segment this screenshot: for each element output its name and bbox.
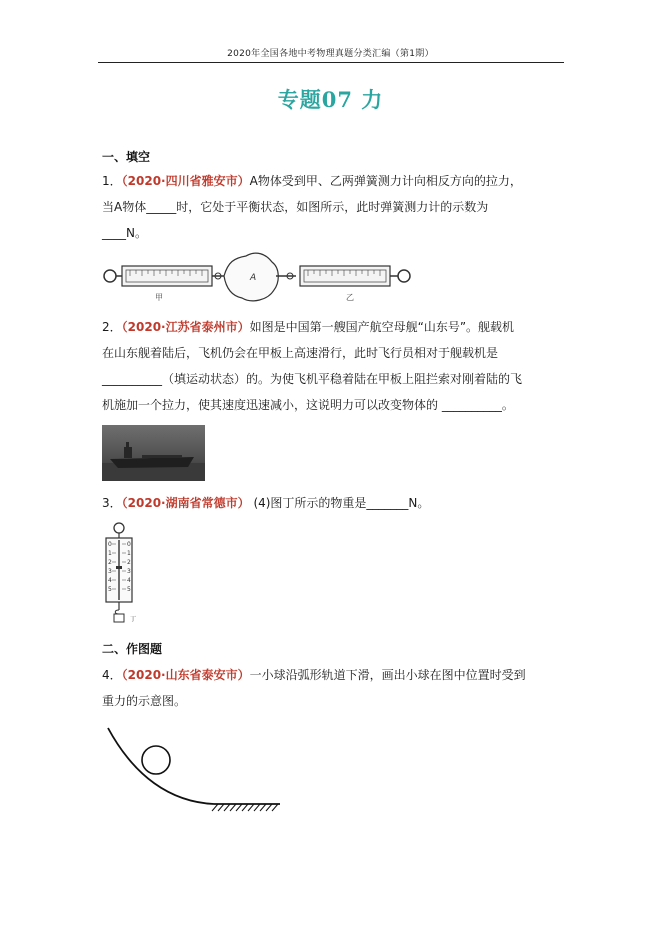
question-text-line: 如图是中国第一艘国产航空母舰“山东号”。舰载机 <box>249 320 515 334</box>
question-text-line: (4)图丁所示的物重是_______N。 <box>253 496 430 510</box>
scale-numeral-right: 2 <box>127 559 131 566</box>
question-source: （2020·山东省泰安市） <box>121 668 250 682</box>
scale-numeral-right: 3 <box>127 568 131 575</box>
curved-track-figure <box>100 722 290 812</box>
scale-numeral-left: 3 <box>108 568 112 575</box>
spring-scale-figure <box>100 248 420 310</box>
vertical-spring-scale-figure <box>100 522 150 624</box>
question-text-line: 当A物体_____时，它处于平衡状态，如图所示，此时弹簧测力计的示数为 <box>102 200 489 214</box>
question-text-line: __________（填运动状态）的。为使飞机平稳着陆在甲板上阻拦索对刚着陆的飞 <box>102 372 523 386</box>
question-number: 2． <box>102 320 122 334</box>
aircraft-carrier-photo <box>102 425 205 481</box>
header-divider <box>98 62 564 63</box>
question-source: （2020·湖南省常德市） <box>121 496 250 510</box>
scale-numeral-right: 4 <box>127 577 131 584</box>
scale-numeral-right: 1 <box>127 550 131 557</box>
question-source: （2020·江苏省泰州市） <box>121 320 250 334</box>
question-text-line: 重力的示意图。 <box>102 694 187 708</box>
scale-label-right: 乙 <box>346 293 354 302</box>
scale-numeral-left: 1 <box>108 550 112 557</box>
ball <box>142 746 170 774</box>
question-text-line: 一小球沿弧形轨道下滑，画出小球在图中位置时受到 <box>249 668 526 682</box>
question-text-line: A物体受到甲、乙两弹簧测力计向相反方向的拉力， <box>249 174 522 188</box>
question-2 <box>102 314 564 418</box>
scale-label-left: 甲 <box>155 293 163 302</box>
section-heading-fill-in: 一、填空 <box>102 150 151 164</box>
question-text-line: ____N。 <box>102 226 147 240</box>
question-text-line: 机施加一个拉力，使其速度迅速减小，这说明力可以改变物体的 __________。 <box>102 398 514 412</box>
scale-numeral-left: 4 <box>108 577 112 584</box>
scale-numeral-left: 2 <box>108 559 112 566</box>
question-1 <box>102 168 564 246</box>
page-header: 2020年全国各地中考物理真题分类汇编（第1期） <box>227 49 434 59</box>
scale-numeral-right: 5 <box>127 586 131 593</box>
question-number: 1． <box>102 174 122 188</box>
figure-label-ding: 丁 <box>130 616 137 623</box>
section-heading-drawing: 二、作图题 <box>102 642 163 656</box>
question-3 <box>102 490 564 516</box>
scale-numeral-right: 0 <box>127 541 131 548</box>
question-text-line: 在山东舰着陆后，飞机仍会在甲板上高速滑行，此时飞行员相对于舰载机是 <box>102 346 499 360</box>
question-4 <box>102 662 564 714</box>
scale-numeral-left: 0 <box>108 541 112 548</box>
question-source: （2020·四川省雅安市） <box>121 174 250 188</box>
question-number: 4． <box>102 668 122 682</box>
object-label-a: A <box>250 273 257 283</box>
question-number: 3． <box>102 496 122 510</box>
document-title: 专题07 力 <box>277 87 384 112</box>
scale-numeral-left: 5 <box>108 586 112 593</box>
